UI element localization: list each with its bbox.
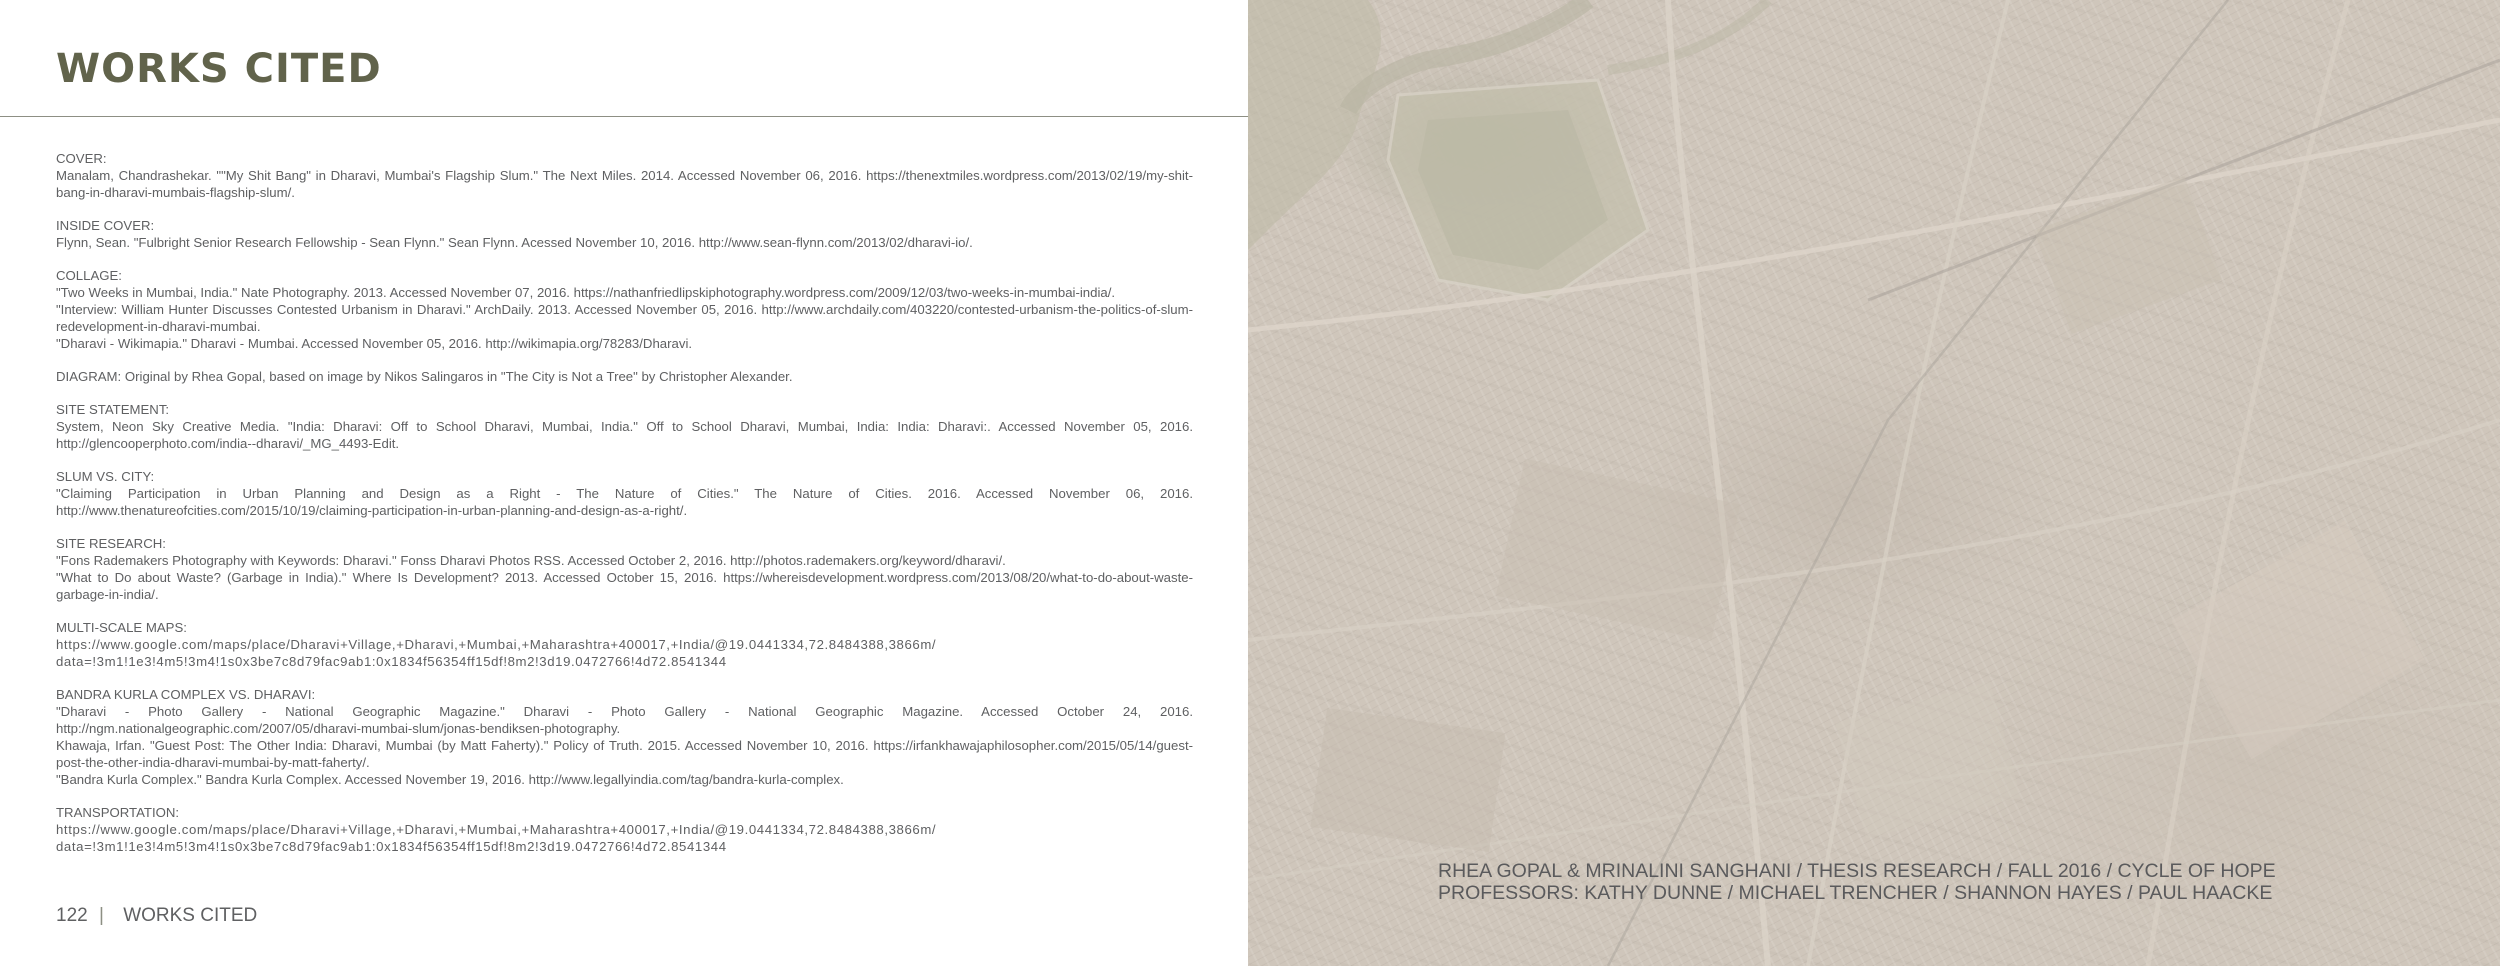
- works-cited-page: [0, 0, 1248, 966]
- citation-heading: INSIDE COVER:: [56, 218, 155, 233]
- citation-section: [56, 150, 1193, 201]
- citation-entry: DIAGRAM: Original by Rhea Gopal, based on image by Nikos Salingaros in "The City is Not a Tree" by Christopher Alexander.: [56, 369, 793, 384]
- citation-section: [56, 267, 1193, 352]
- citation-heading: COLLAGE:: [56, 268, 122, 283]
- page-number: 122: [56, 905, 88, 926]
- citation-heading: MULTI-SCALE MAPS:: [56, 620, 187, 635]
- credits-line-1: RHEA GOPAL & MRINALINI SANGHANI / THESIS RESEARCH / FALL 2016 / CYCLE OF HOPE: [1438, 860, 2276, 882]
- citation-heading: COVER:: [56, 151, 107, 166]
- citation-section: [56, 468, 1193, 519]
- citation-entry: "Fons Rademakers Photography with Keywords: Dharavi." Fonss Dharavi Photos RSS. Accessed October 2, 2016. http://photos.rademakers.org/keyword/dharavi/.: [56, 553, 1006, 568]
- citation-entry: "Two Weeks in Mumbai, India." Nate Photography. 2013. Accessed November 07, 2016. https://nathanfriedlipskiphotography.wordpress.com/2009/12/03/two-weeks-in-mumbai-india/.: [56, 285, 1116, 300]
- citation-heading: TRANSPORTATION:: [56, 805, 180, 820]
- citation-heading: SITE RESEARCH:: [56, 536, 166, 551]
- citation-entry: "Dharavi - Photo Gallery - National Geographic Magazine." Dharavi - Photo Gallery - National Geographic Magazine. Accessed October 24, 2016. http://ngm.nationalgeographic.com/2007/05/dharavi-mumbai-slum/jonas-bendiksen-photography.: [56, 704, 1193, 736]
- page-title: WORKS CITED: [56, 46, 382, 92]
- citation-heading: SLUM VS. CITY:: [56, 469, 155, 484]
- citation-entry: "What to Do about Waste? (Garbage in India)." Where Is Development? 2013. Accessed October 15, 2016. https://whereisdevelopment.wordpress.com/2013/08/20/what-to-do-about-waste-garbage-in-india/.: [56, 570, 1193, 602]
- citation-entry: "Claiming Participation in Urban Planning and Design as a Right - The Nature of Cities." The Nature of Cities. 2016. Accessed November 06, 2016. http://www.thenatureofcities.com/2015/10/19/claiming-participation-in-urban-planning-and-design-as-a-right/.: [56, 486, 1193, 518]
- citation-heading: BANDRA KURLA COMPLEX VS. DHARAVI:: [56, 687, 316, 702]
- footer-section-label: WORKS CITED: [123, 905, 258, 926]
- credits-line-2: PROFESSORS: KATHY DUNNE / MICHAEL TRENCHER / SHANNON HAYES / PAUL HAACKE: [1438, 882, 2273, 904]
- title-divider: [0, 116, 1248, 117]
- aerial-photo: [1248, 0, 2500, 966]
- citation-entry: https://www.google.com/maps/place/Dharavi+Village,+Dharavi,+Mumbai,+Maharashtra+400017,+India/@19.0441334,72.8484388,3866m/ data=!3m1!1e3!4m5!3m4!1s0x3be7c8d79fac9ab1:0x1834f56354ff15df!8m2!3d19.0472766!4d72.8541344: [56, 822, 937, 854]
- citation-entry: "Dharavi - Wikimapia." Dharavi - Mumbai. Accessed November 05, 2016. http://wikimapia.org/78283/Dharavi.: [56, 336, 693, 351]
- citation-section: [56, 686, 1193, 788]
- citation-entry: "Bandra Kurla Complex." Bandra Kurla Complex. Accessed November 19, 2016. http://www.legallyindia.com/tag/bandra-kurla-complex.: [56, 772, 844, 787]
- thesis-credits: [1438, 860, 2276, 904]
- citation-entry: "Interview: William Hunter Discusses Contested Urbanism in Dharavi." ArchDaily. 2013. Accessed November 05, 2016. http://www.archdaily.com/403220/contested-urbanism-the-politics-of-slum-redevelopment-in-dharavi-mumbai.: [56, 302, 1193, 334]
- footer-separator: |: [98, 905, 104, 926]
- page-footer: [56, 905, 257, 927]
- citation-heading: SITE STATEMENT:: [56, 402, 170, 417]
- citation-section: [56, 619, 1193, 670]
- citations-list: [56, 150, 1193, 871]
- citation-entry: Manalam, Chandrashekar. ""My Shit Bang" in Dharavi, Mumbai's Flagship Slum." The Next Miles. 2014. Accessed November 06, 2016. https://thenextmiles.wordpress.com/2013/02/19/my-shit-bang-in-dharavi-mumbais-flagship-slum/.: [56, 168, 1193, 200]
- citation-entry: Flynn, Sean. "Fulbright Senior Research Fellowship - Sean Flynn." Sean Flynn. Acessed November 10, 2016. http://www.sean-flynn.com/2013/02/dharavi-io/.: [56, 235, 973, 250]
- citation-section: [56, 804, 1193, 855]
- citation-section: [56, 535, 1193, 603]
- citation-section: [56, 368, 1193, 385]
- aerial-map-illustration: [1248, 0, 2500, 966]
- citation-entry: Khawaja, Irfan. "Guest Post: The Other India: Dharavi, Mumbai (by Matt Faherty)." Policy of Truth. 2015. Accessed November 10, 2016. https://irfankhawajaphilosopher.com/2015/05/14/guest-post-the-other-india-dharavi-mumbai-by-matt-faherty/.: [56, 738, 1193, 770]
- citation-section: [56, 217, 1193, 251]
- citation-entry: https://www.google.com/maps/place/Dharavi+Village,+Dharavi,+Mumbai,+Maharashtra+400017,+India/@19.0441334,72.8484388,3866m/ data=!3m1!1e3!4m5!3m4!1s0x3be7c8d79fac9ab1:0x1834f56354ff15df!8m2!3d19.0472766!4d72.8541344: [56, 637, 937, 669]
- citation-entry: System, Neon Sky Creative Media. "India: Dharavi: Off to School Dharavi, Mumbai, India." Off to School Dharavi, Mumbai, India: India: Dharavi:. Accessed November 05, 2016. http://glencooperphoto.com/india--dharavi/_MG_4493-Edit.: [56, 419, 1193, 451]
- citation-section: [56, 401, 1193, 452]
